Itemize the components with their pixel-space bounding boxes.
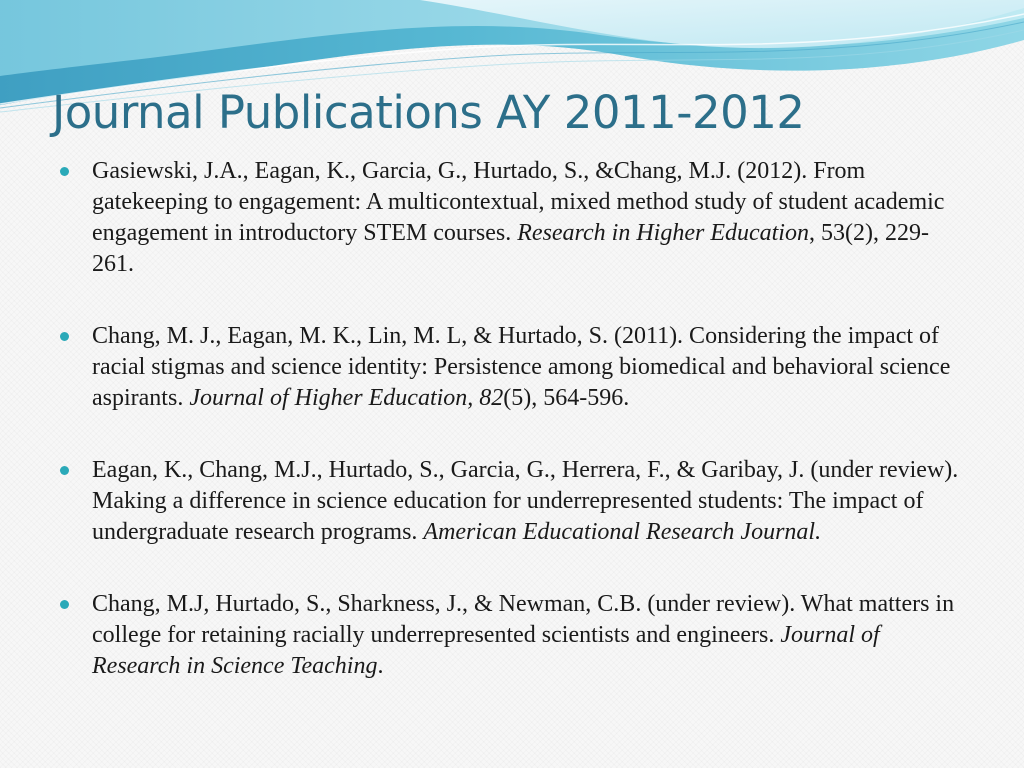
bullet-icon (60, 332, 69, 341)
reference-tail: . (377, 653, 384, 679)
reference-journal: American Educational Research Journal. (423, 519, 822, 545)
reference-authors: Chang, M. J., Eagan, M. K., Lin, M. L, & Hurtado, S. (2011). Considering the impact of racial stigmas and science identity: Persistence among biomedical and behavioral science aspirants. (92, 323, 951, 411)
reference-authors: Eagan, K., Chang, M.J., Hurtado, S., Garcia, G., Herrera, F., & Garibay, J. (under review). Making a difference in science education for underrepresented students: The impact of undergraduate research programs. (92, 457, 959, 545)
reference-authors: Chang, M.J, Hurtado, S., Sharkness, J., & Newman, C.B. (under review). What matters in college for retaining racially underrepresented scientists and engineers. (92, 591, 955, 648)
reference-journal: Research in Higher Education (517, 220, 809, 246)
page-title: Journal Publications AY 2011-2012 (52, 86, 805, 139)
reference-item (60, 589, 960, 682)
bullet-icon (60, 600, 69, 609)
reference-authors: Gasiewski, J.A., Eagan, K., Garcia, G., Hurtado, S., &Chang, M.J. (2012). From gatekeeping to engagement: A multicontextual, mixed method study of student academic engagement in introductory STEM courses. (92, 158, 945, 246)
bullet-icon (60, 167, 69, 176)
reference-tail: , 53(2), 229-261. (92, 220, 929, 277)
reference-journal: Journal of Higher Education, 82 (189, 385, 504, 411)
reference-item (60, 321, 960, 414)
reference-tail: (5), 564-596. (503, 385, 630, 411)
reference-item (60, 455, 960, 548)
reference-list (60, 156, 960, 682)
bullet-icon (60, 466, 69, 475)
reference-item (60, 156, 960, 280)
reference-journal: Journal of Research in Science Teaching (92, 622, 880, 679)
